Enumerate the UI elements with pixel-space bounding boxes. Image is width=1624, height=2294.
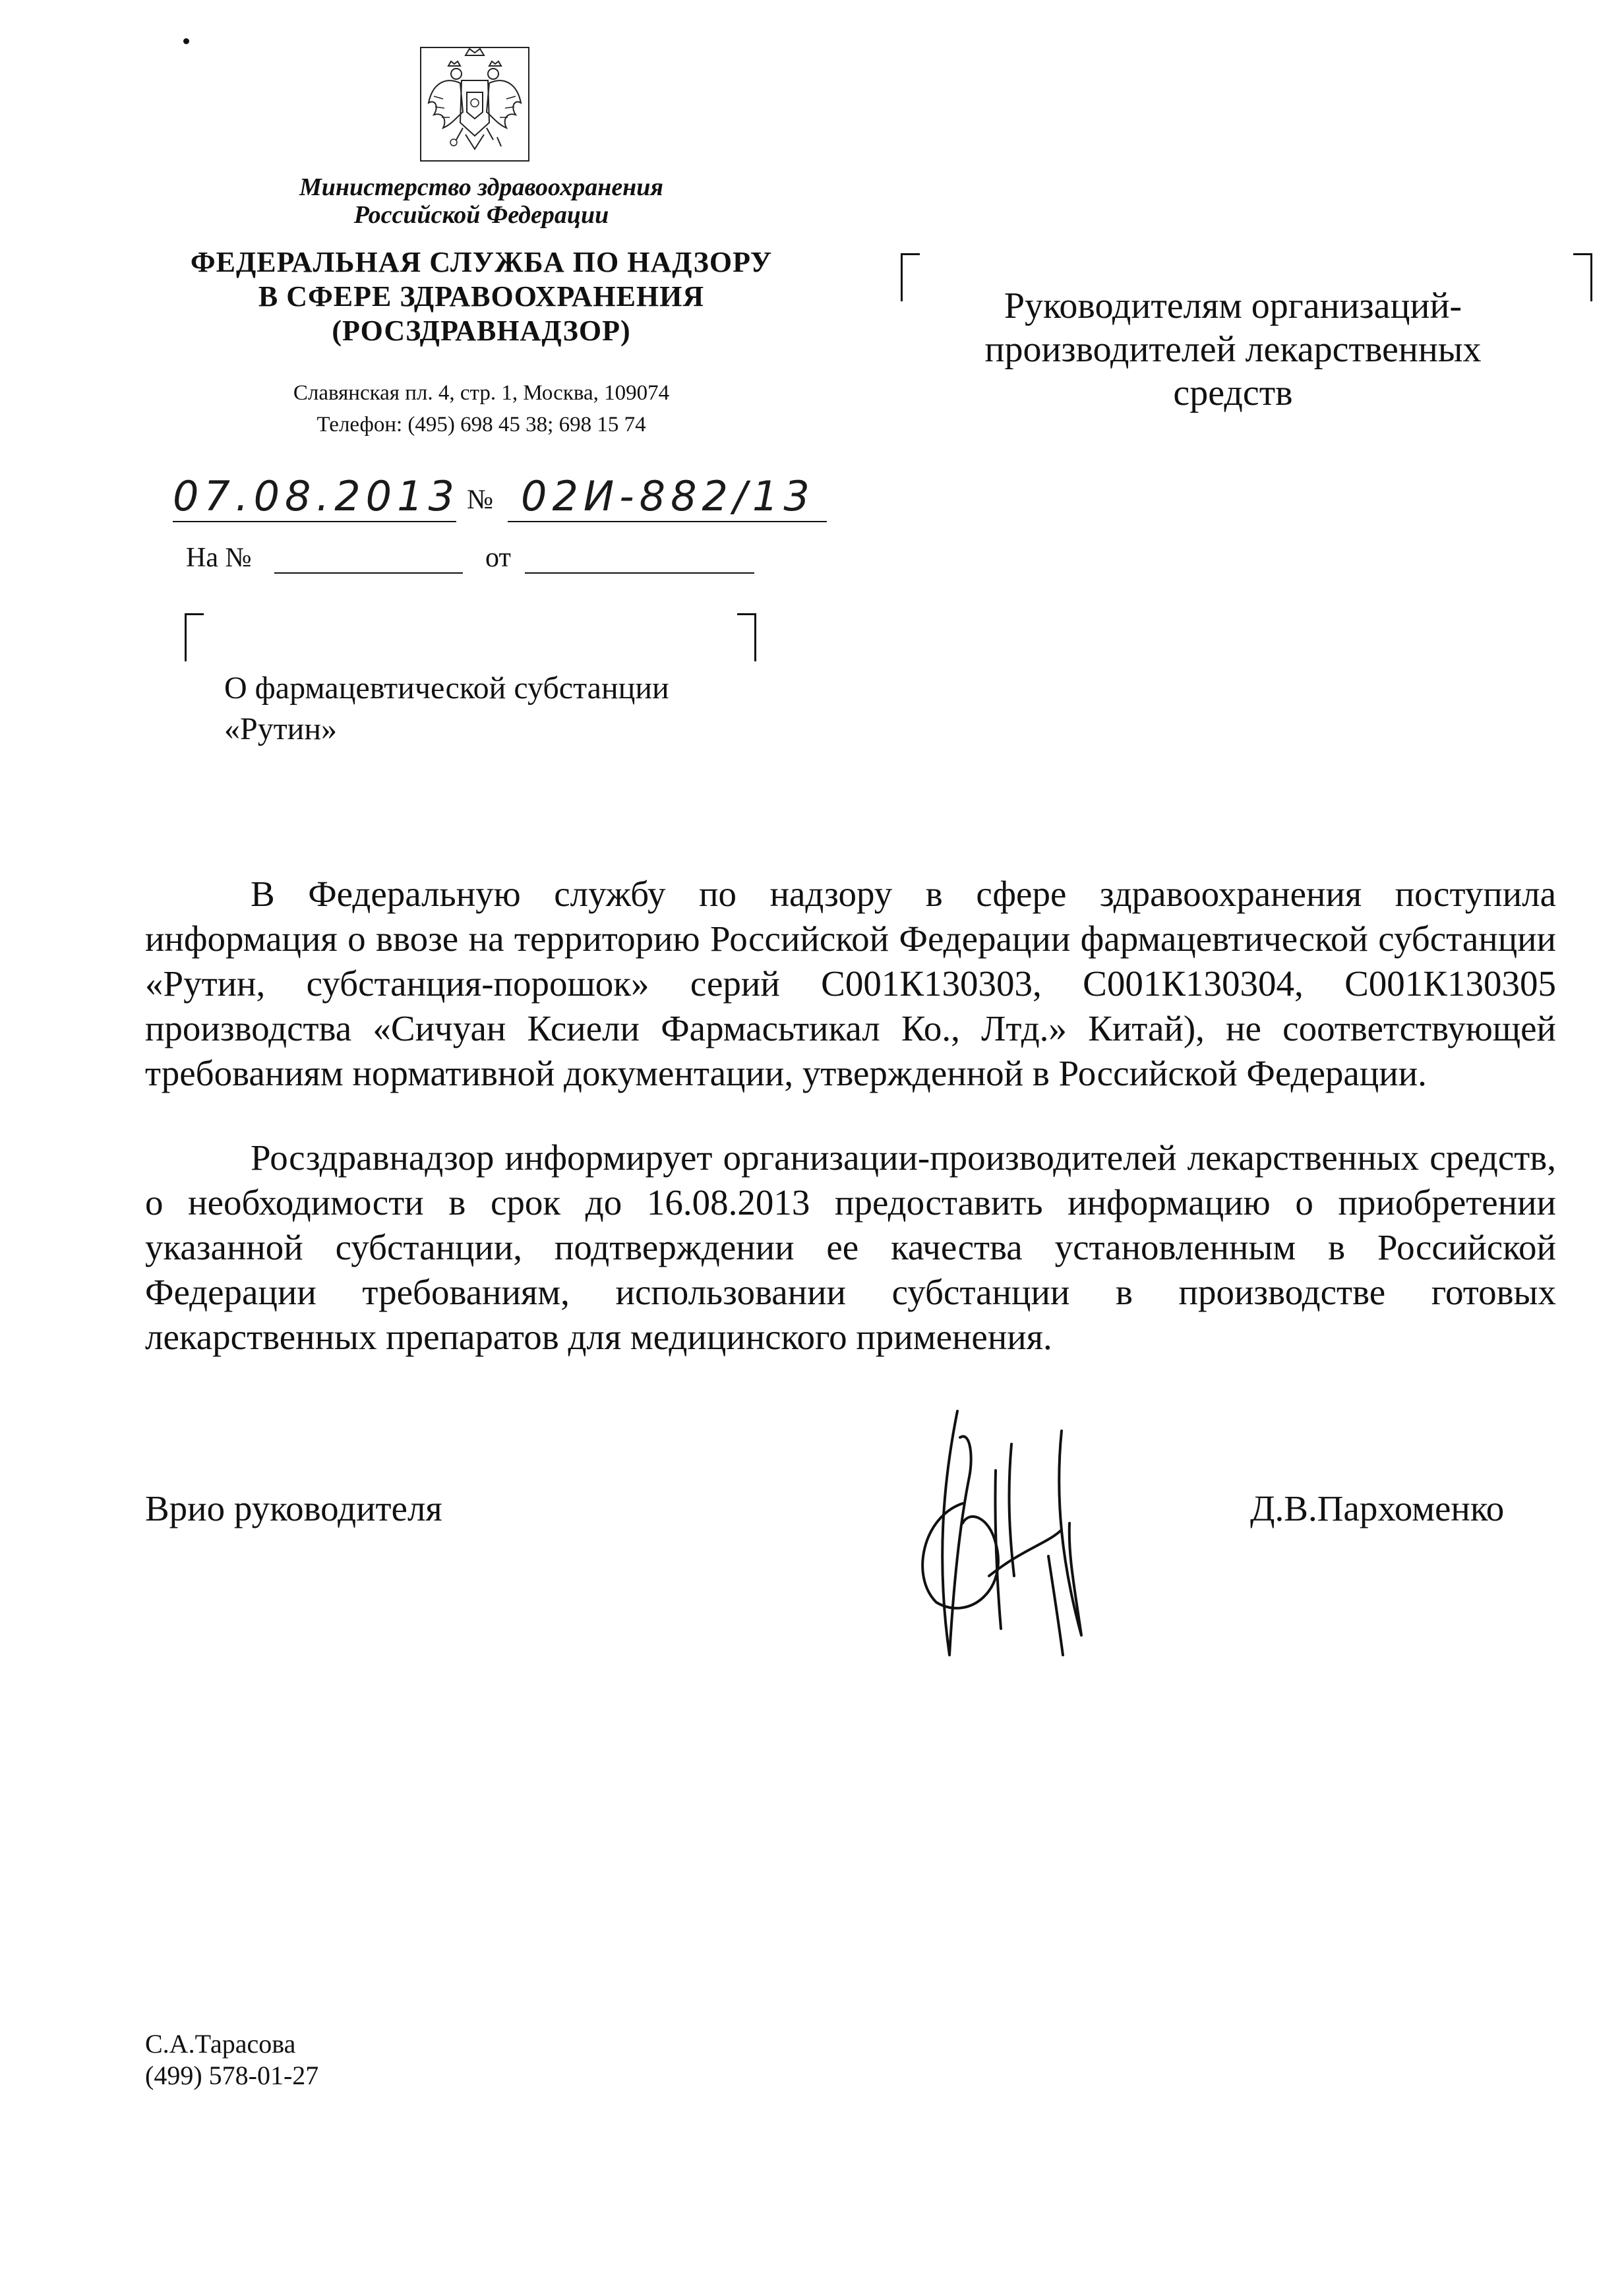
subject-line1: О фармацевтической субстанции bbox=[224, 671, 669, 706]
subject-corner-right bbox=[737, 613, 756, 661]
date-underline bbox=[173, 521, 456, 522]
reply-number-underline bbox=[274, 572, 463, 574]
addressee-line1: Руководителям организаций- bbox=[1004, 286, 1462, 326]
reply-date-underline bbox=[525, 572, 754, 574]
addressee-line3: средств bbox=[1173, 373, 1293, 413]
contact-phone: (499) 578-01-27 bbox=[145, 2061, 319, 2090]
contact-name: С.А.Тарасова bbox=[145, 2029, 296, 2059]
addressee-corner-right bbox=[1573, 253, 1592, 301]
scan-mark bbox=[183, 38, 189, 44]
body-paragraph-2: Росздравнадзор информирует организации-производителей лекарственных средств, о необходимости в срок до 16.08.2013 предоставить информацию о приобретении указанной субстанции, подтверждении ее качества установленным в Российской Федерации требованиям, использовании субстанции в производстве готовых лекарственных препаратов для медицинского применения. bbox=[145, 1137, 1556, 1357]
number-underline bbox=[508, 521, 827, 522]
body-paragraph-1: В Федеральную службу по надзору в сфере здравоохранения поступила информация о ввозе на территорию Российской Федерации фармацевтической субстанции «Рутин, субстанция-порошок» серий С001К130303, С001К130304, С001К130305 производства «Сичуан Ксиели Фармасьтикал Ко., Лтд.» Китай), не соответствующей требованиям нормативной документации, утвержденной в Российской Федерации. bbox=[145, 874, 1556, 1093]
service-phone: Телефон: (495) 698 45 38; 698 15 74 bbox=[316, 413, 646, 437]
signatory-name: Д.В.Пархоменко bbox=[1250, 1488, 1505, 1528]
reply-number-label: На № bbox=[186, 543, 252, 573]
number-sign: № bbox=[467, 485, 494, 515]
addressee-corner-left bbox=[901, 253, 920, 301]
ministry-name-line1: Министерство здравоохранения bbox=[299, 173, 663, 201]
addressee-line2: производителей лекарственных bbox=[984, 329, 1482, 370]
handwritten-signature bbox=[897, 1391, 1108, 1668]
service-name-line2: В СФЕРЕ ЗДРАВООХРАНЕНИЯ bbox=[258, 280, 705, 313]
service-name-line1: ФЕДЕРАЛЬНАЯ СЛУЖБА ПО НАДЗОРУ bbox=[190, 246, 773, 278]
ministry-name-line2: Российской Федерации bbox=[353, 201, 609, 229]
coat-of-arms-emblem bbox=[419, 44, 530, 164]
subject-line2: «Рутин» bbox=[224, 711, 338, 746]
service-address: Славянская пл. 4, стр. 1, Москва, 109074 bbox=[293, 381, 670, 405]
outgoing-date: 07.08.2013 bbox=[173, 472, 460, 520]
outgoing-number: 02И-882/13 bbox=[521, 472, 815, 520]
signatory-position: Врио руководителя bbox=[145, 1488, 442, 1528]
subject-corner-left bbox=[185, 613, 204, 661]
service-name-line3: (РОСЗДРАВНАДЗОР) bbox=[332, 315, 631, 347]
reply-from-label: от bbox=[485, 543, 511, 573]
